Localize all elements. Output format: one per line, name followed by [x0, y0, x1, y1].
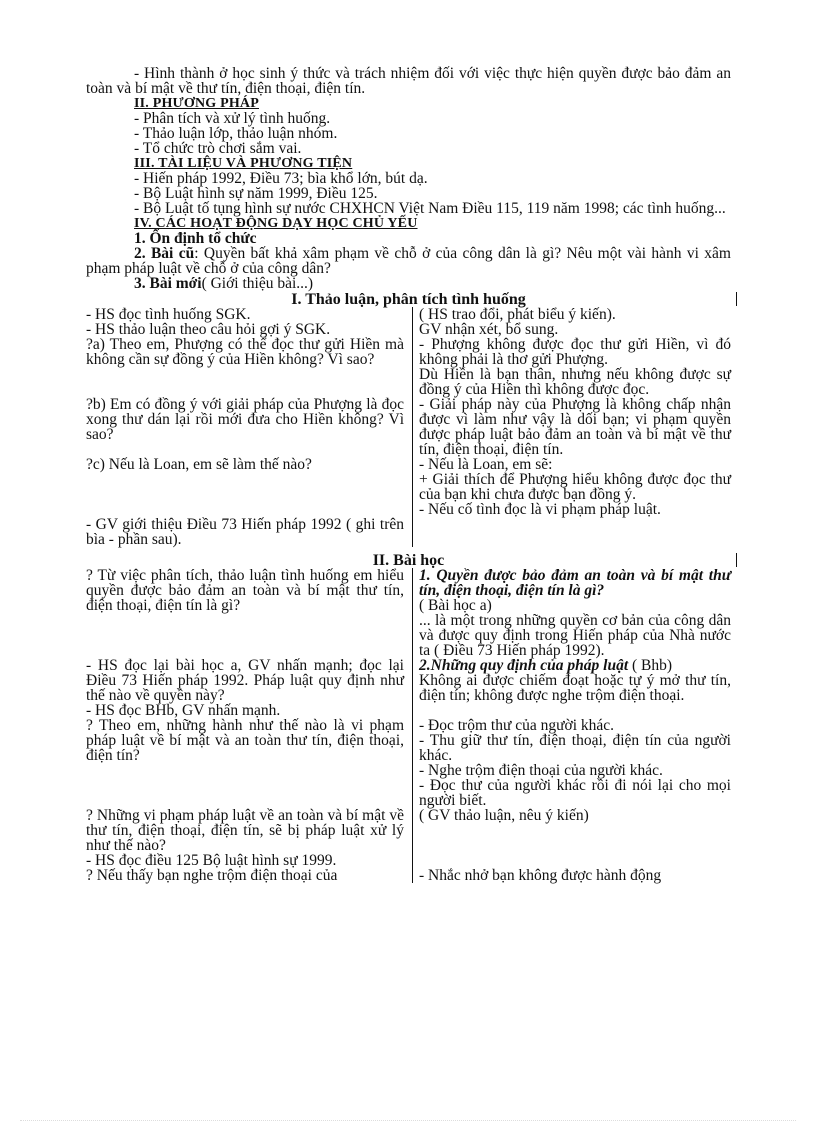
- lesson-subtitle: 1. Quyền được bảo đảm an toàn và bí mật thư tín, điện thoại, điện tín là gì?: [419, 567, 731, 599]
- cell-line: ( HS trao đổi, phát biểu ý kiến).: [419, 306, 616, 323]
- table-row: [86, 568, 731, 658]
- table-row: [86, 457, 731, 517]
- cell-line: ... là một trong những quyền cơ bản của công dân và được quy định trong Hiến pháp của Nhà nước ta ( Điều 73 Hiến pháp 1992).: [419, 612, 731, 659]
- content-cell: [413, 397, 732, 457]
- cell-line: ? Những vi phạm pháp luật về an toàn và bí mật về thư tín, điện thoại, điện tín, sẽ bị pháp luật xử lý như thế nào?: [86, 807, 404, 854]
- sec2-item: - Tổ chức trò chơi sắm vai.: [134, 140, 302, 157]
- table-row: [86, 718, 731, 808]
- section-3-title: III. TÀI LIỆU VÀ PHƯƠNG TIỆN: [134, 156, 353, 171]
- table-row: [86, 868, 731, 883]
- step-2-label: 2. Bài cũ: [134, 245, 195, 262]
- teacher-activity-cell: [86, 868, 413, 883]
- cell-line: ?c) Nếu là Loan, em sẽ làm thế nào?: [86, 456, 312, 473]
- lesson-subtitle-suffix: ( Bhb): [628, 657, 673, 674]
- table-row: [86, 808, 731, 868]
- cell-line: + Giải thích để Phượng hiểu không được đọc thư của bạn khi chưa được bạn đồng ý.: [419, 471, 731, 503]
- teacher-activity-cell: [86, 307, 413, 322]
- teacher-activity-cell: [86, 568, 413, 658]
- cell-line: - Nhắc nhở bạn không được hành động: [419, 867, 662, 884]
- cell-line: Dù Hiền là bạn thân, nhưng nếu không được sự đồng ý của Hiền thì không được đọc.: [419, 366, 731, 398]
- step-2-text: : Quyền bất khả xâm phạm về chỗ ở của công dân là gì? Nêu một vài hành vi xâm phạm pháp luật về chỗ ở của công dân?: [86, 245, 731, 277]
- cell-line: - Đọc thư của người khác rồi đi nói lại cho mọi người biết.: [419, 777, 731, 809]
- teacher-activity-cell: [86, 397, 413, 457]
- teacher-activity-cell: [86, 337, 413, 397]
- cell-line: - Đọc trộm thư của người khác.: [419, 717, 615, 734]
- content-cell: [413, 868, 732, 883]
- cell-line: ( Bài học a): [419, 597, 492, 614]
- table-row: [86, 337, 731, 397]
- teacher-activity-cell: [86, 322, 413, 337]
- part-2-heading: [86, 553, 731, 568]
- part-2-heading-text: II. Bài học: [372, 552, 445, 569]
- cell-line: - Giải pháp này của Phượng là không chấp nhận được vì làm như vậy là dối bạn; vi phạm quyền được pháp luật bảo đảm an toàn và bí mật về thư tín, điện thoại, điện tín.: [419, 396, 731, 458]
- content-cell: [413, 307, 732, 322]
- cell-line: - Nếu là Loan, em sẽ:: [419, 456, 553, 473]
- intro-paragraph: - Hình thành ở học sinh ý thức và trách nhiệm đối với việc thực hiện quyền được bảo đảm an toàn và bí mật về thư tín, điện thoại, điện tín.: [86, 65, 731, 97]
- part-1-heading-text: I. Thảo luận, phân tích tình huống: [291, 291, 526, 308]
- table-row: [86, 307, 731, 322]
- teacher-activity-cell: [86, 658, 413, 718]
- step-3-label: 3. Bài mới: [134, 275, 202, 292]
- teacher-activity-cell: [86, 457, 413, 517]
- table-row: [86, 517, 731, 547]
- content-cell: [413, 568, 732, 658]
- cell-line: GV nhận xét, bổ sung.: [419, 321, 559, 338]
- teacher-activity-cell: [86, 718, 413, 808]
- section-4-title: IV. CÁC HOẠT ĐỘNG DẠY HỌC CHỦ YẾU: [134, 216, 418, 231]
- cell-line: - HS thảo luận theo câu hỏi gợi ý SGK.: [86, 321, 331, 338]
- sec2-item: - Phân tích và xử lý tình huống.: [134, 110, 331, 127]
- step-3: [86, 276, 731, 291]
- part-1-heading: [86, 292, 731, 307]
- content-cell: [413, 457, 732, 517]
- lesson-subtitle: 2.Những quy định của pháp luật: [419, 657, 629, 674]
- content-cell: [413, 808, 732, 868]
- cell-line: - Phượng không được đọc thư gửi Hiền, vì đó không phải là thơ gửi Phượng.: [419, 336, 731, 368]
- sec2-item: - Thảo luận lớp, thảo luận nhóm.: [134, 125, 338, 142]
- margin-bar: [736, 292, 737, 306]
- cell-line: - HS đọc điều 125 Bộ luật hình sự 1999.: [86, 852, 337, 869]
- cell-line: - Thu giữ thư tín, điện thoại, điện tín của người khác.: [419, 732, 731, 764]
- margin-bar: [736, 553, 737, 567]
- content-cell: [413, 658, 732, 718]
- cell-line: Không ai được chiếm đoạt hoặc tự ý mở thư tín, điện tín; không được nghe trộm điện thoại.: [419, 672, 731, 704]
- step-1: 1. Ổn định tổ chức: [134, 230, 257, 247]
- cell-line: ? Từ việc phân tích, thảo luận tình huống em hiểu quyền được bảo đảm an toàn và bí mật thư tín, điện thoại, điện tín là gì?: [86, 567, 404, 614]
- table-row: [86, 658, 731, 718]
- cell-line: ? Nếu thấy bạn nghe trộm điện thoại của: [86, 867, 338, 884]
- cell-line: ( GV thảo luận, nêu ý kiến): [419, 807, 589, 824]
- content-cell: [413, 718, 732, 808]
- table-row: [86, 322, 731, 337]
- page-edge: [20, 1120, 796, 1121]
- cell-line: - GV giới thiệu Điều 73 Hiến pháp 1992 ( ghi trên bìa - phần sau).: [86, 516, 404, 548]
- table-row: [86, 397, 731, 457]
- document-page: [86, 66, 731, 883]
- content-cell: [413, 322, 732, 337]
- sec3-item: - Bộ Luật tố tụng hình sự nước CHXHCN Việt Nam Điều 115, 119 năm 1998; các tình huống...: [134, 200, 726, 217]
- part-1-table: [86, 307, 731, 547]
- cell-line: - HS đọc tình huống SGK.: [86, 306, 251, 323]
- sec3-item: - Hiến pháp 1992, Điều 73; bìa khổ lớn, bút dạ.: [134, 170, 428, 187]
- teacher-activity-cell: [86, 517, 413, 547]
- step-2: [86, 246, 731, 276]
- cell-line: ?a) Theo em, Phượng có thể đọc thư gửi Hiền mà không cần sự đồng ý của Hiền không? Vì sao?: [86, 336, 404, 368]
- section-2-title: II. PHƯƠNG PHÁP: [134, 96, 259, 111]
- cell-line: - Nếu cố tình đọc là vi phạm pháp luật.: [419, 501, 661, 518]
- part-2-table: [86, 568, 731, 883]
- step-3-text: ( Giới thiệu bài...): [201, 275, 314, 292]
- cell-line: ? Theo em, những hành như thế nào là vi phạm pháp luật về bí mật và an toàn thư tín, điện thoại, điện tín?: [86, 717, 404, 764]
- cell-line: ?b) Em có đồng ý với giải pháp của Phượng là đọc xong thư dán lại rồi mới đưa cho Hiền không? Vì sao?: [86, 396, 404, 443]
- cell-line: - HS đọc BHb, GV nhấn mạnh.: [86, 702, 281, 719]
- content-cell: [413, 517, 732, 547]
- teacher-activity-cell: [86, 808, 413, 868]
- sec3-item: - Bộ Luật hình sự năm 1999, Điều 125.: [134, 185, 378, 202]
- content-cell: [413, 337, 732, 397]
- cell-line: - HS đọc lại bài học a, GV nhấn mạnh; đọc lại Điều 73 Hiến pháp 1992. Pháp luật quy định như thế nào về quyền này?: [86, 657, 404, 704]
- cell-line: - Nghe trộm điện thoại của người khác.: [419, 762, 663, 779]
